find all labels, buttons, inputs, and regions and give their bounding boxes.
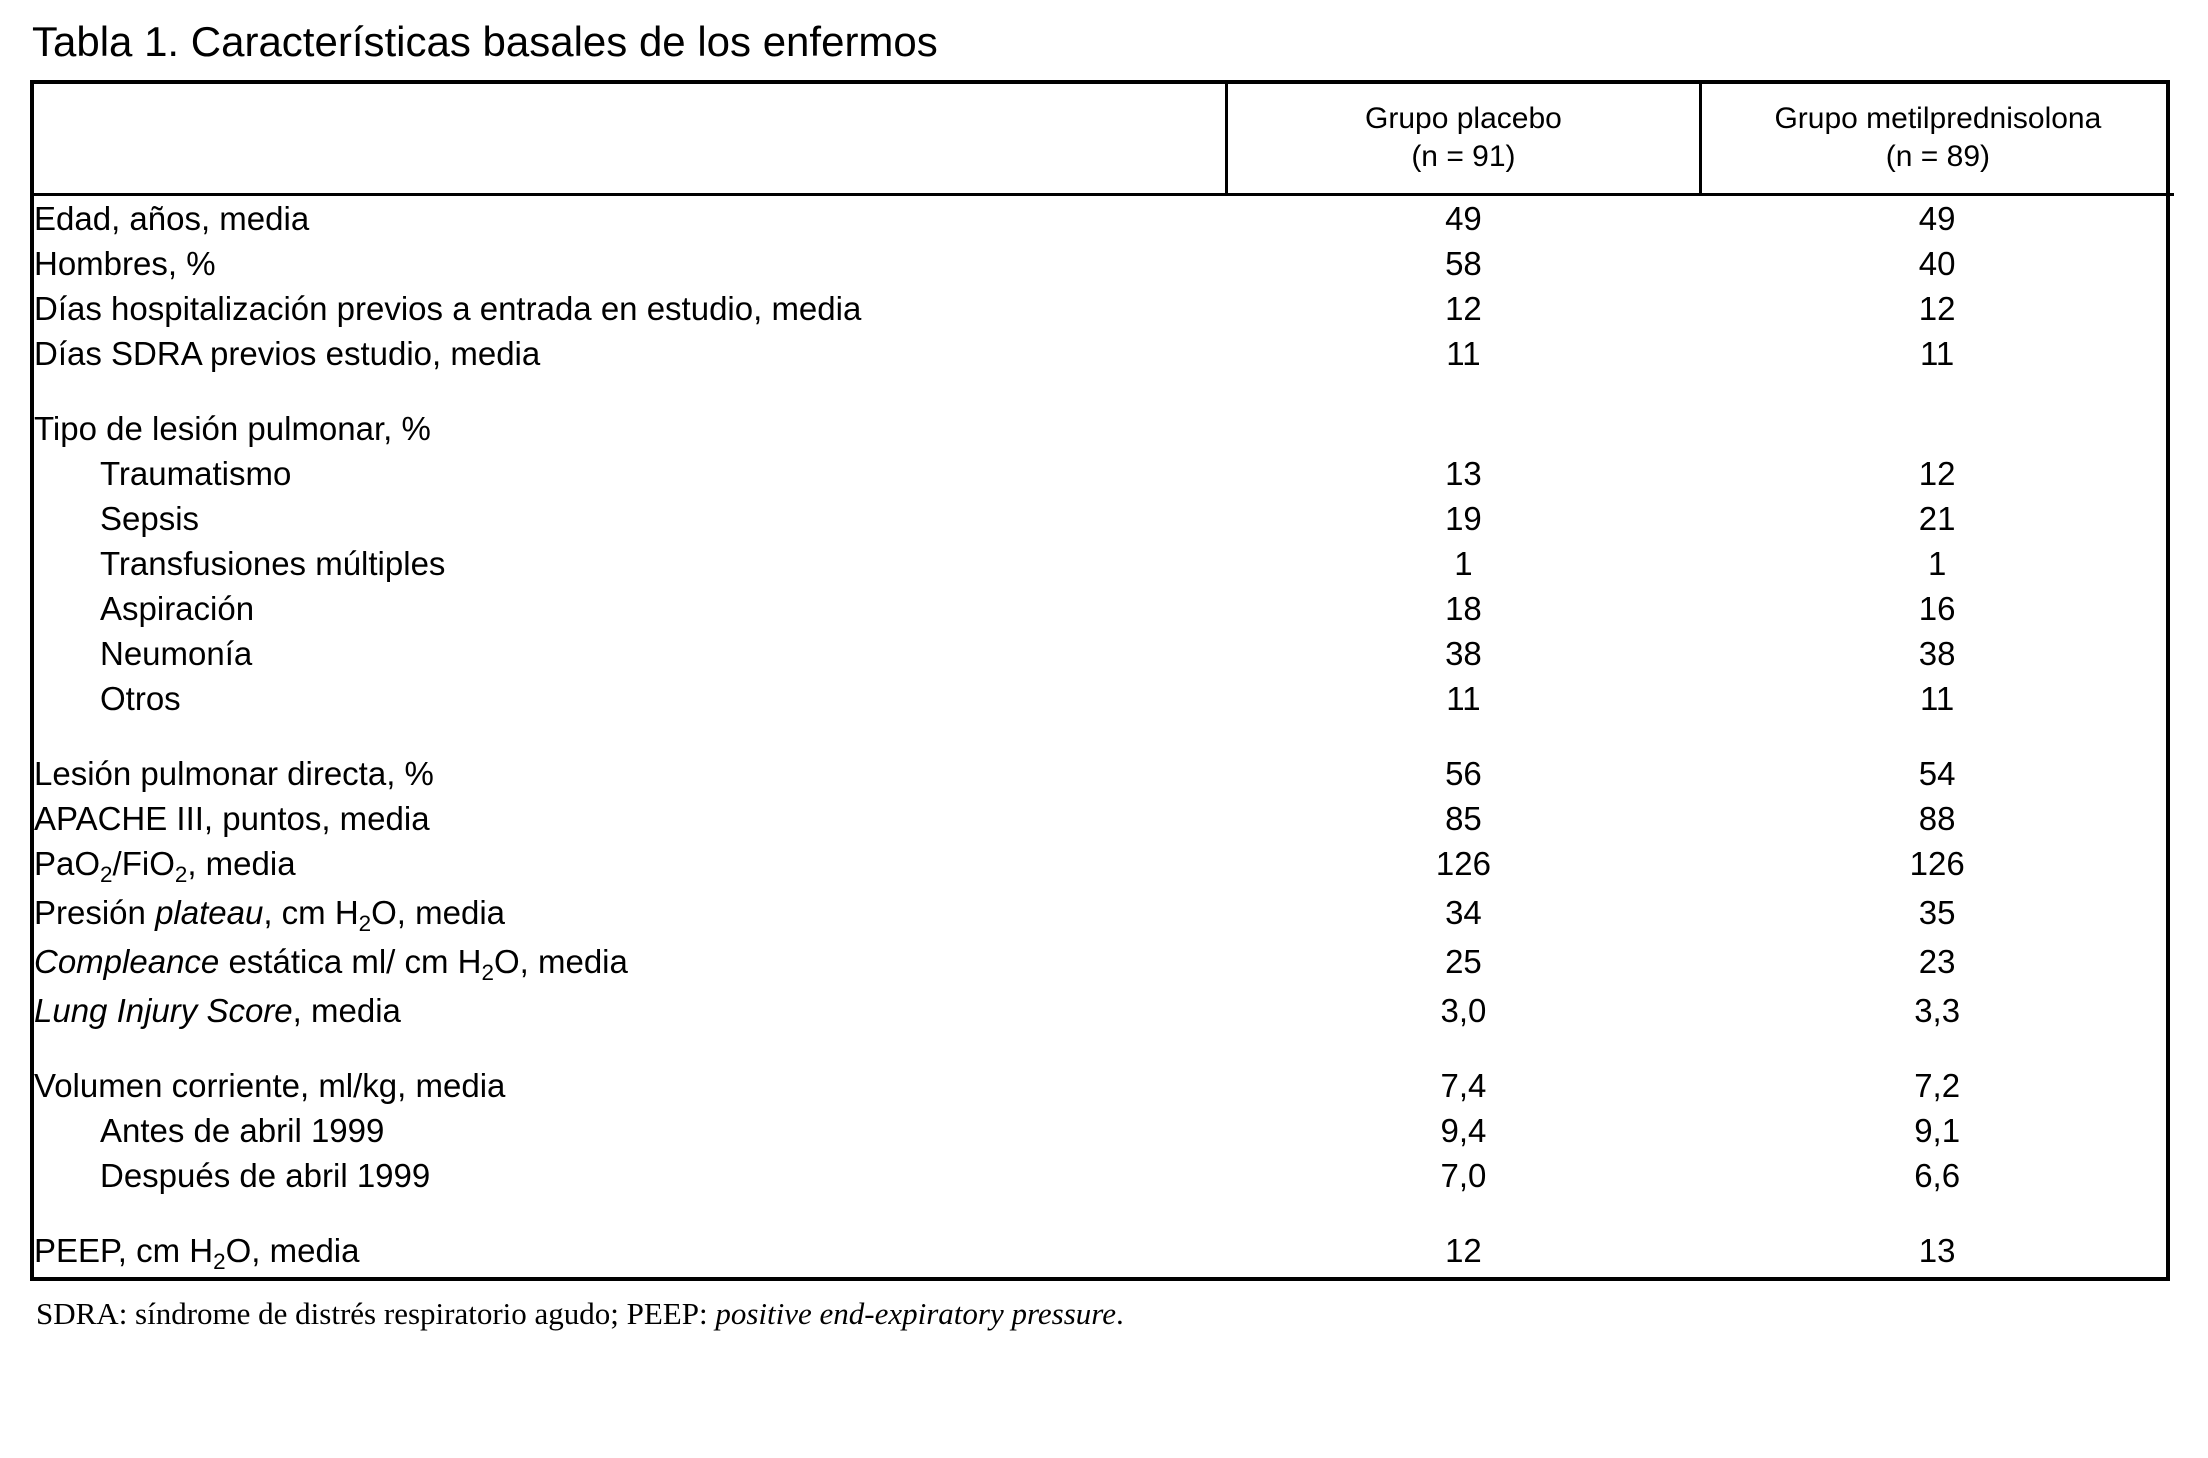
cell-placebo: 38 [1445,635,1482,673]
table-row [34,1033,2174,1063]
cell-methylprednisolone [1700,376,2174,406]
table-row [34,541,2174,586]
table-row [34,406,2174,451]
table-row [34,195,2174,242]
cell-placebo: 12 [1445,290,1482,328]
cell-placebo: 1 [1454,545,1473,583]
table-row [34,751,2174,796]
cell-methylprednisolone: 6,6 [1914,1157,1961,1195]
baseline-characteristics-table [34,84,2174,1277]
cell-methylprednisolone: 11 [1920,680,1955,718]
cell-placebo: 12 [1445,1232,1482,1270]
column-header-placebo [1227,84,1701,195]
cell-methylprednisolone: 35 [1918,894,1956,932]
row-label: Después de abril 1999 [100,1157,431,1195]
cell-methylprednisolone: 54 [1918,755,1956,793]
cell-methylprednisolone: 38 [1918,635,1956,673]
row-label: APACHE III, puntos, media [34,800,430,838]
table-row [34,331,2174,376]
cell-placebo [1227,406,1701,451]
column-header-characteristic [34,84,1227,195]
cell-methylprednisolone [1700,1198,2174,1228]
row-label: Tipo de lesión pulmonar, % [34,410,431,448]
table-row [34,796,2174,841]
cell-methylprednisolone: 40 [1918,245,1956,283]
column-header-methylprednisolone [1700,84,2174,195]
cell-methylprednisolone: 21 [1918,500,1956,538]
cell-methylprednisolone [1700,721,2174,751]
cell-methylprednisolone: 3,3 [1914,992,1961,1030]
cell-methylprednisolone: 12 [1918,290,1956,328]
row-label: Edad, años, media [34,200,310,238]
table-row [34,939,2174,988]
table-container [30,80,2170,1281]
cell-methylprednisolone: 11 [1920,335,1955,373]
cell-placebo: 7,0 [1440,1157,1487,1195]
table-row [34,988,2174,1033]
table-row [34,376,2174,406]
row-label: Volumen corriente, ml/kg, media [34,1067,506,1105]
table-row [34,1153,2174,1198]
row-label: PaO$_2$/FiO$_2$, media [34,845,296,887]
cell-placebo: 85 [1445,800,1482,838]
cell-placebo: 56 [1445,755,1482,793]
table-row [34,241,2174,286]
cell-methylprednisolone [1700,1033,2174,1063]
row-label: Días hospitalización previos a entrada en estudio, media [34,290,862,328]
table-footnote: SDRA: síndrome de distrés respiratorio agudo; PEEP: positive end-expiratory pressure. [36,1296,1124,1332]
column-header-methylprednisolone-n: (n = 89) [1885,139,1990,173]
row-label: Otros [100,680,181,718]
cell-placebo: 9,4 [1440,1112,1487,1150]
column-header-placebo-label: Grupo placebo [1365,102,1562,136]
cell-methylprednisolone: 88 [1918,800,1956,838]
cell-placebo: 49 [1445,200,1482,238]
cell-placebo [1227,376,1701,406]
row-label: Hombres, % [34,245,216,283]
cell-placebo: 18 [1445,590,1482,628]
cell-methylprednisolone: 7,2 [1914,1067,1961,1105]
table-row [34,676,2174,721]
row-label: Aspiración [100,590,255,628]
table-row [34,496,2174,541]
cell-methylprednisolone: 12 [1918,455,1956,493]
row-label: Presión plateau, cm $H_2O$, media [34,894,506,936]
cell-methylprednisolone: 1 [1927,545,1947,583]
cell-placebo: 34 [1445,894,1482,932]
row-label [34,721,1227,751]
table-row [34,1108,2174,1153]
cell-placebo: 19 [1445,500,1482,538]
table-row [34,1228,2174,1277]
cell-placebo: 11 [1446,335,1481,373]
column-header-methylprednisolone-label: Grupo metilprednisolona [1774,102,2102,136]
cell-methylprednisolone: 23 [1918,943,1956,981]
cell-methylprednisolone: 49 [1918,200,1956,238]
table-row [34,586,2174,631]
cell-methylprednisolone: 9,1 [1914,1112,1961,1150]
table-row [34,286,2174,331]
row-label: Lesión pulmonar directa, % [34,755,434,793]
row-label: Neumonía [100,635,253,673]
row-label: Antes de abril 1999 [100,1112,385,1150]
row-label [34,1033,1227,1063]
row-label: Compleance estática ml/ cm $H_2O$, media [34,943,628,985]
table-row [34,1198,2174,1228]
cell-placebo [1227,1198,1701,1228]
cell-placebo [1227,1033,1701,1063]
table-row [34,890,2174,939]
row-label: Días SDRA previos estudio, media [34,335,541,373]
cell-placebo: 25 [1445,943,1482,981]
row-label: Lung Injury Score, media [34,992,401,1030]
row-label: Sepsis [100,500,200,538]
row-label: Transfusiones múltiples [100,545,446,583]
cell-placebo [1227,721,1701,751]
cell-placebo: 13 [1445,455,1482,493]
cell-placebo: 3,0 [1440,992,1487,1030]
row-label: PEEP, cm $H_2O$, media [34,1232,360,1274]
page-title: Tabla 1. Características basales de los enfermos [32,18,938,65]
table-header [34,84,2174,195]
row-label [34,376,1227,406]
column-header-placebo-n: (n = 91) [1411,139,1516,173]
table-row [34,451,2174,496]
cell-placebo: 58 [1445,245,1482,283]
cell-methylprednisolone: 16 [1918,590,1956,628]
table-body [34,195,2174,1278]
cell-methylprednisolone: 126 [1909,845,1965,883]
cell-methylprednisolone: 13 [1918,1232,1956,1270]
cell-placebo: 11 [1446,680,1481,718]
table-row [34,721,2174,751]
cell-placebo: 126 [1435,845,1491,883]
table-row [34,1063,2174,1108]
cell-methylprednisolone [1700,406,2174,451]
row-label [34,1198,1227,1228]
table-row [34,631,2174,676]
table-header-row [34,84,2174,195]
row-label: Traumatismo [100,455,292,493]
table-row [34,841,2174,890]
cell-placebo: 7,4 [1440,1067,1487,1105]
